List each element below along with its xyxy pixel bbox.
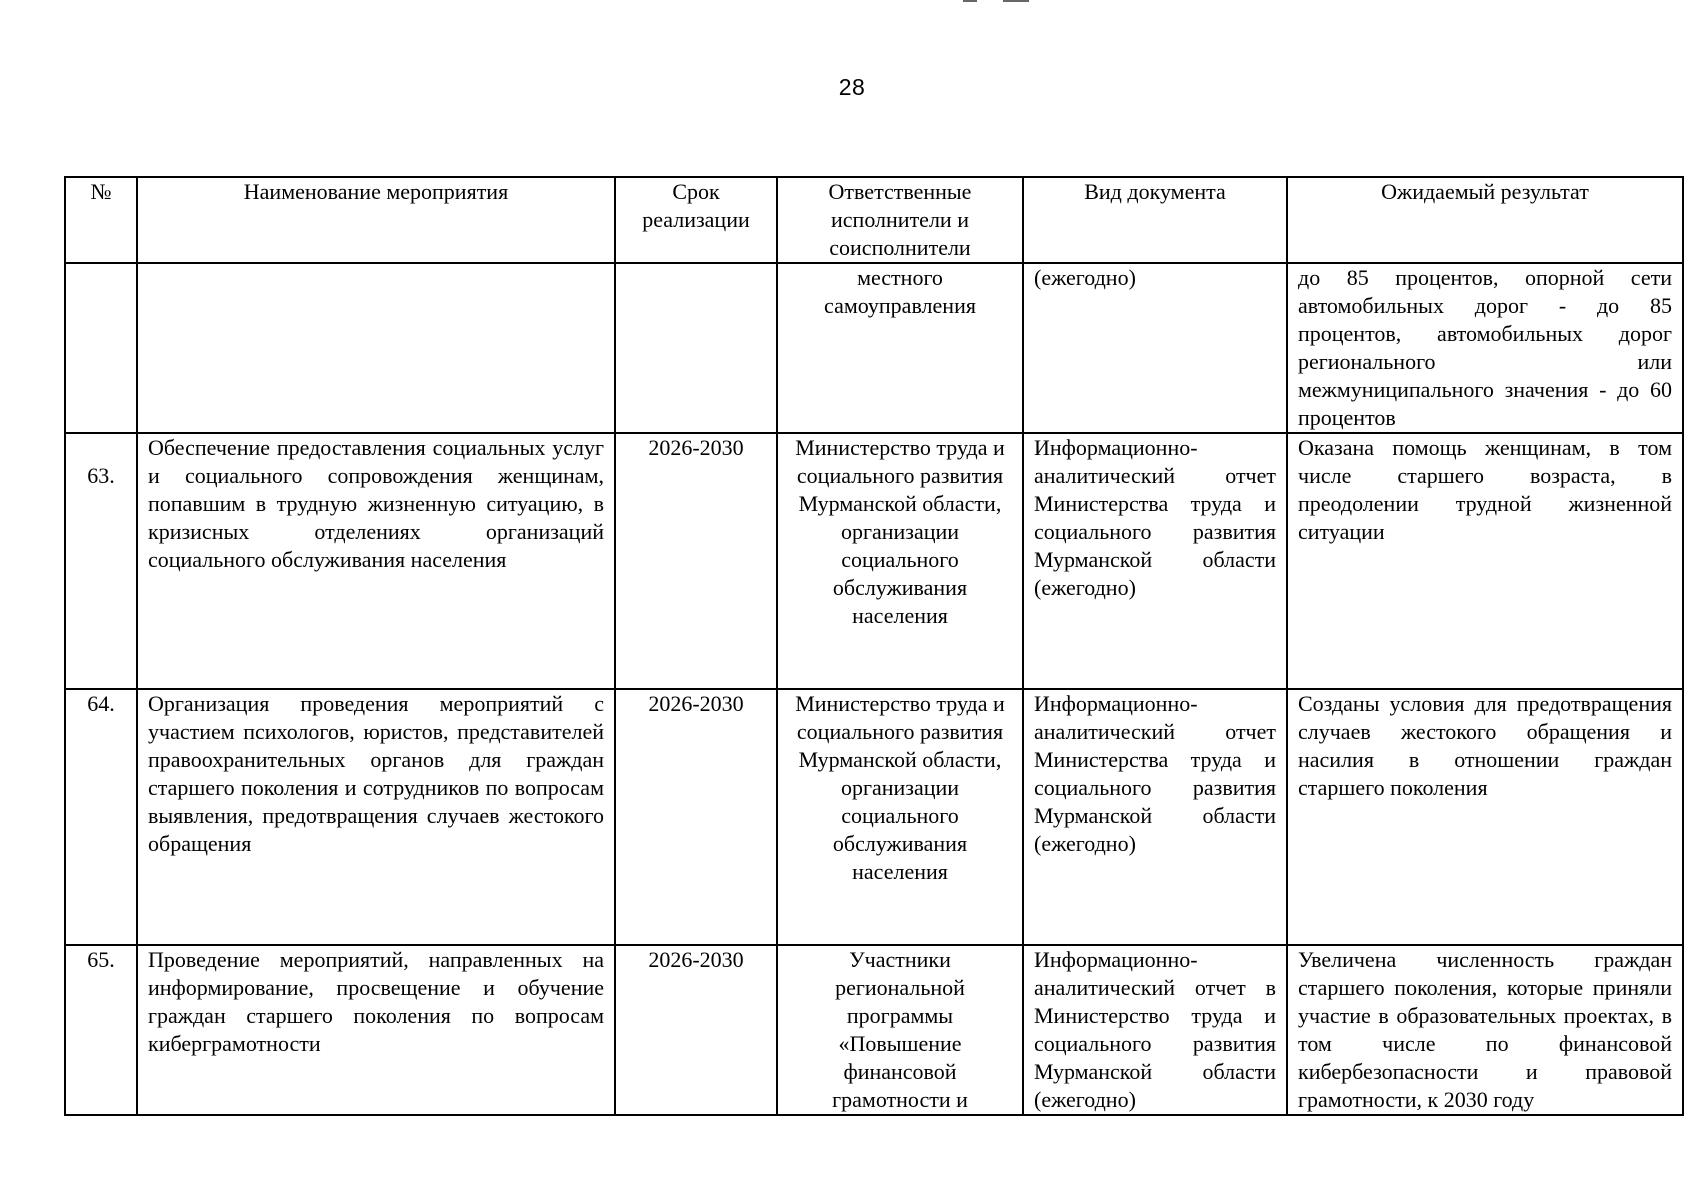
header-result: Ожидаемый результат	[1287, 177, 1683, 263]
row-result: Созданы условия для предотвращения случаев жестокого обращения и насилия в отношении граждан старшего поколения	[1287, 689, 1683, 945]
page-number: 28	[838, 74, 866, 100]
row-num	[65, 263, 137, 433]
row-doc-type: Информационно-аналитический отчет Министерства труда и социального развития Мурманской области (ежегодно)	[1023, 689, 1287, 945]
row-name	[137, 263, 615, 433]
header-name: Наименование мероприятия	[137, 177, 615, 263]
table-row	[65, 433, 1683, 689]
header-doc-type: Вид документа	[1023, 177, 1287, 263]
header-responsible: Ответственные исполнители и соисполнители	[777, 177, 1023, 263]
row-responsible: Участники региональной программы «Повышение финансовой грамотности и	[777, 945, 1023, 1115]
row-num	[65, 433, 137, 689]
row-term: 2026-2030	[615, 689, 777, 945]
row-responsible: Министерство труда и социального развития Мурманской области, организации социального обслуживания населения	[777, 689, 1023, 945]
row-num: 64.	[65, 689, 137, 945]
row-result: Оказана помощь женщинам, в том числе старшего возраста, в преодолении трудной жизненной ситуации	[1287, 433, 1683, 689]
table-row	[65, 689, 1683, 945]
row-term	[615, 263, 777, 433]
row-name: Организация проведения мероприятий с участием психологов, юристов, представителей правоохранительных органов для граждан старшего поколения и сотрудников по вопросам выявления, предотвращения случаев жестокого обращения	[137, 689, 615, 945]
table-row	[65, 945, 1683, 1115]
row-doc-type: Информационно-аналитический отчет в Министерство труда и социального развития Мурманской области (ежегодно)	[1023, 945, 1287, 1115]
row-doc-type: (ежегодно)	[1023, 263, 1287, 433]
row-responsible: Министерство труда и социального развития Мурманской области, организации социального обслуживания населения	[777, 433, 1023, 689]
scan-artifact-mark	[963, 0, 977, 2]
row-num: 65.	[65, 945, 137, 1115]
row-name: Проведение мероприятий, направленных на информирование, просвещение и обучение граждан старшего поколения по вопросам киберграмотности	[137, 945, 615, 1115]
row-num-value: 63.	[87, 463, 115, 488]
row-term: 2026-2030	[615, 945, 777, 1115]
table-row	[65, 263, 1683, 433]
scan-artifact-mark	[1003, 0, 1029, 2]
table-header-row	[65, 177, 1683, 263]
row-term: 2026-2030	[615, 433, 777, 689]
row-doc-type: Информационно-аналитический отчет Министерства труда и социального развития Мурманской области (ежегодно)	[1023, 433, 1287, 689]
action-plan-table	[64, 176, 1684, 1116]
row-result: до 85 процентов, опорной сети автомобильных дорог - до 85 процентов, автомобильных дорог регионального или межмуниципального значения - до 60 процентов	[1287, 263, 1683, 433]
row-result: Увеличена численность граждан старшего поколения, которые приняли участие в образовательных проектах, в том числе по финансовой кибербезопасности и правовой грамотности, к 2030 году	[1287, 945, 1683, 1115]
row-responsible: местного самоуправления	[777, 263, 1023, 433]
header-term: Срок реализации	[615, 177, 777, 263]
row-name: Обеспечение предоставления социальных услуг и социального сопровождения женщинам, попавшим в трудную жизненную ситуацию, в кризисных отделениях организаций социального обслуживания населения	[137, 433, 615, 689]
header-num: №	[65, 177, 137, 263]
